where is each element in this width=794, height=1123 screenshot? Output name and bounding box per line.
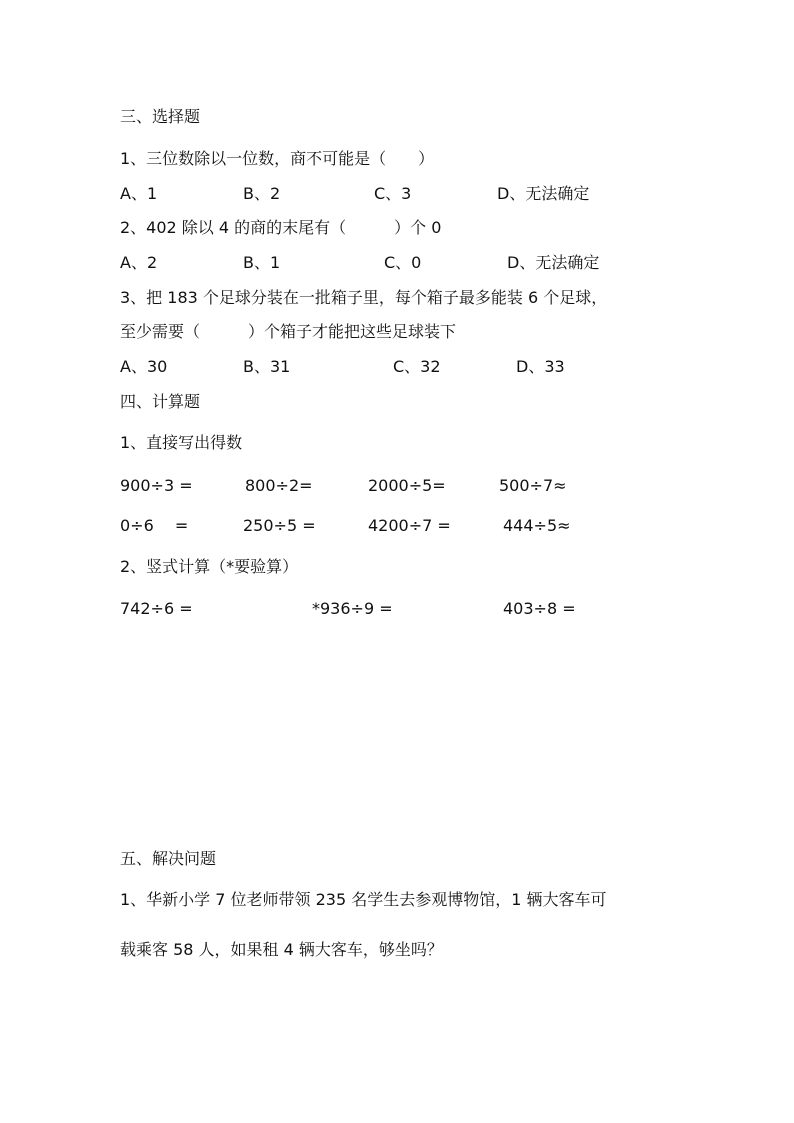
option-d: D、无法确定	[507, 253, 600, 272]
option-a: A、1	[120, 184, 158, 203]
calc-item: 800÷2=	[245, 476, 313, 495]
calc-item: 4200÷7 =	[368, 516, 451, 535]
calc-item: 900÷3 =	[120, 476, 193, 495]
option-b: B、1	[243, 253, 281, 272]
question-1-text: 1、三位数除以一位数，商不可能是（ ）	[120, 149, 435, 168]
section-5-title: 五、解决问题	[120, 849, 217, 868]
option-c: C、32	[393, 357, 441, 376]
calc-item: 444÷5≈	[503, 516, 571, 535]
calc-item: *936÷9 =	[312, 599, 393, 618]
option-c: C、3	[374, 184, 412, 203]
calc-item: 500÷7≈	[499, 476, 567, 495]
option-a: A、2	[120, 253, 158, 272]
option-b: B、2	[243, 184, 281, 203]
calc-item: 2000÷5=	[368, 476, 446, 495]
question-2-text: 2、402 除以 4 的商的末尾有（ ）个 0	[120, 218, 442, 237]
option-d: D、33	[516, 357, 565, 376]
question-3-line-2: 至少需要（ ）个箱子才能把这些足球装下	[120, 322, 457, 341]
calc-item: 250÷5 =	[243, 516, 316, 535]
problem-1-line-1: 1、华新小学 7 位老师带领 235 名学生去参观博物馆，1 辆大客车可	[120, 890, 607, 909]
section-4-title: 四、计算题	[120, 392, 201, 411]
calc-item: 403÷8 =	[503, 599, 576, 618]
calc-item: 742÷6 =	[120, 599, 193, 618]
option-c: C、0	[384, 253, 422, 272]
question-3-line-1: 3、把 183 个足球分装在一批箱子里，每个箱子最多能装 6 个足球，	[120, 288, 608, 307]
subsection-vertical-calc: 2、竖式计算（*要验算）	[120, 557, 299, 576]
problem-1-line-2: 载乘客 58 人，如果租 4 辆大客车，够坐吗？	[120, 940, 443, 959]
section-3-title: 三、选择题	[120, 107, 201, 126]
option-d: D、无法确定	[497, 184, 590, 203]
option-a: A、30	[120, 357, 168, 376]
subsection-direct-answer: 1、直接写出得数	[120, 433, 243, 452]
calc-item: 0÷6 =	[120, 516, 189, 535]
option-b: B、31	[243, 357, 291, 376]
